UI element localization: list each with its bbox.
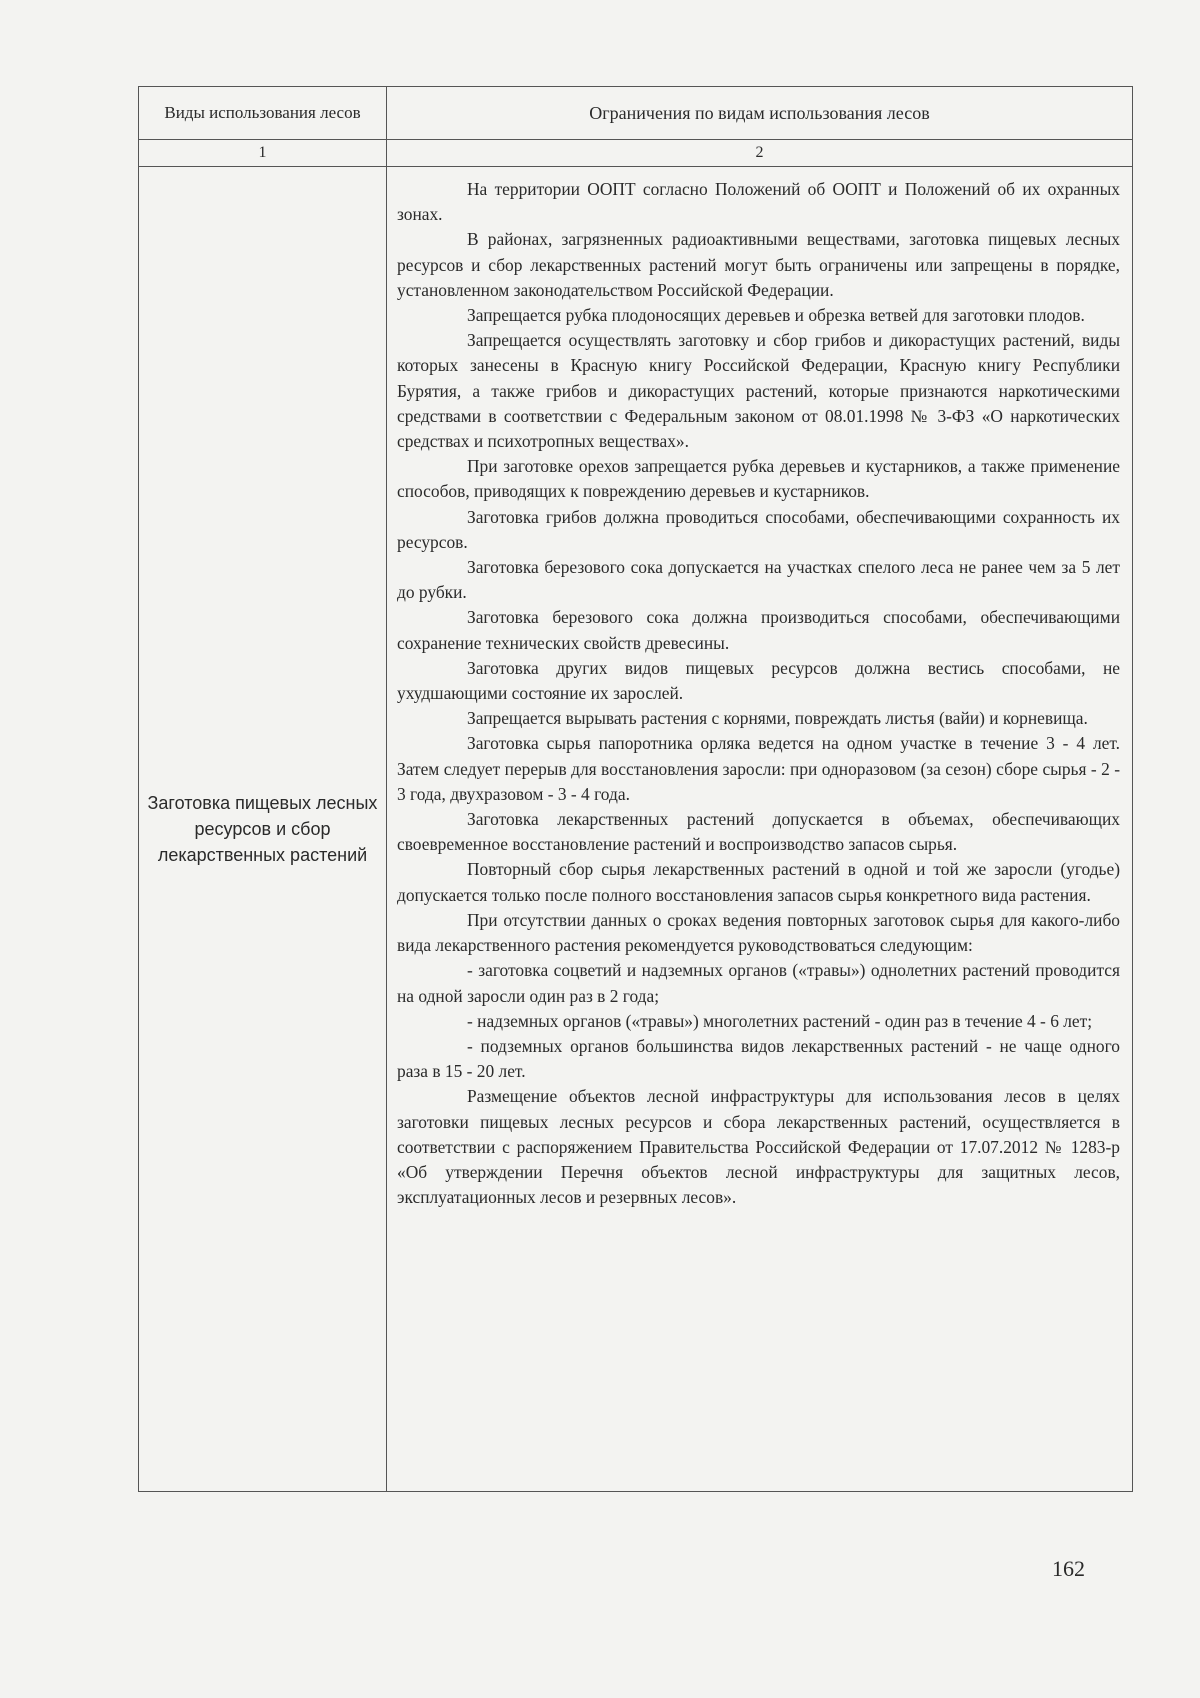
forest-use-restrictions-table	[138, 86, 1133, 1492]
paragraph: Запрещается осуществлять заготовку и сбор грибов и дикорастущих растений, виды которых занесены в Красную книгу Российской Федерации, Красную книгу Республики Бурятия, а также грибов и дикорастущих растений, которые признаются наркотическими средствами в соответствии с Федеральным законом от 08.01.1998 № 3-ФЗ «О наркотических средствах и психотропных веществах».	[397, 330, 1120, 452]
table-row	[139, 167, 1133, 1492]
paragraph: Заготовка лекарственных растений допускается в объемах, обеспечивающих своевременное восстановление растений и воспроизводство запасов сырья.	[397, 809, 1120, 855]
paragraph: В районах, загрязненных радиоактивными веществами, заготовка пищевых лесных ресурсов и сбор лекарственных растений могут быть ограничены или запрещены в порядке, установленном законодательством Российской Федерации.	[397, 229, 1120, 300]
paragraph: - подземных органов большинства видов лекарственных растений - не чаще одного раза в 15 - 20 лет.	[397, 1035, 1120, 1082]
paragraph: Заготовка грибов должна проводиться способами, обеспечивающими сохранность их ресурсов.	[397, 506, 1120, 552]
paragraph: - заготовка соцветий и надземных органов («травы») однолетних растений проводится на одной заросли один раз в 2 года;	[397, 960, 1120, 1006]
table-number-row	[139, 140, 1133, 167]
header-col1: Виды использования лесов	[139, 87, 387, 140]
paragraph: На территории ООПТ согласно Положений об ООПТ и Положений об их охранных зонах.	[397, 179, 1120, 225]
paragraph: - надземных органов («травы») многолетних растений - один раз в течение 4 - 6 лет;	[467, 1010, 1093, 1031]
page-number: 162	[1052, 1556, 1085, 1581]
paragraph: Заготовка сырья папоротника орляка ведется на одном участке в течение 3 - 4 лет. Затем следует перерыв для восстановления заросли: при одноразовом (за сезон) сборе сырья - 2 - 3 года, двухразовом - 3 - 4 года.	[397, 733, 1120, 804]
paragraph: При заготовке орехов запрещается рубка деревьев и кустарников, а также применение способов, приводящих к повреждению деревьев и кустарников.	[397, 456, 1120, 502]
restrictions-cell	[387, 167, 1133, 1492]
paragraph: Размещение объектов лесной инфраструктуры для использования лесов в целях заготовки пищевых лесных ресурсов и сбора лекарственных растений, осуществляется в соответствии с распоряжением Правительства Российской Федерации от 17.07.2012 № 1283-р «Об утверждении Перечня объектов лесной инфраструктуры для защитных лесов, эксплуатационных лесов и резервных лесов».	[397, 1086, 1120, 1208]
paragraph: Повторный сбор сырья лекарственных растений в одной и той же заросли (угодье) допускается только после полного восстановления запасов сырья конкретного вида растения.	[397, 859, 1120, 905]
paragraph: Запрещается рубка плодоносящих деревьев и обрезка ветвей для заготовки плодов.	[467, 305, 1085, 326]
col1-number: 1	[139, 140, 387, 167]
paragraph: Заготовка березового сока должна производиться способами, обеспечивающими сохранение технических свойств древесины.	[397, 607, 1120, 653]
col2-number: 2	[387, 140, 1133, 167]
paragraph: Запрещается вырывать растения с корнями, повреждать листья (вайи) и корневища.	[467, 708, 1088, 729]
table-header-row	[139, 87, 1133, 140]
row-label: Заготовка пищевых лесных ресурсов и сбор лекарственных растений	[139, 167, 387, 1492]
paragraph: Заготовка других видов пищевых ресурсов должна вестись способами, не ухудшающими состояние их зарослей.	[397, 657, 1120, 704]
paragraph: При отсутствии данных о сроках ведения повторных заготовок сырья для какого-либо вида лекарственного растения рекомендуется руководствоваться следующим:	[397, 909, 1120, 956]
header-col2: Ограничения по видам использования лесов	[387, 87, 1133, 140]
paragraph: Заготовка березового сока допускается на участках спелого леса не ранее чем за 5 лет до рубки.	[397, 557, 1120, 603]
